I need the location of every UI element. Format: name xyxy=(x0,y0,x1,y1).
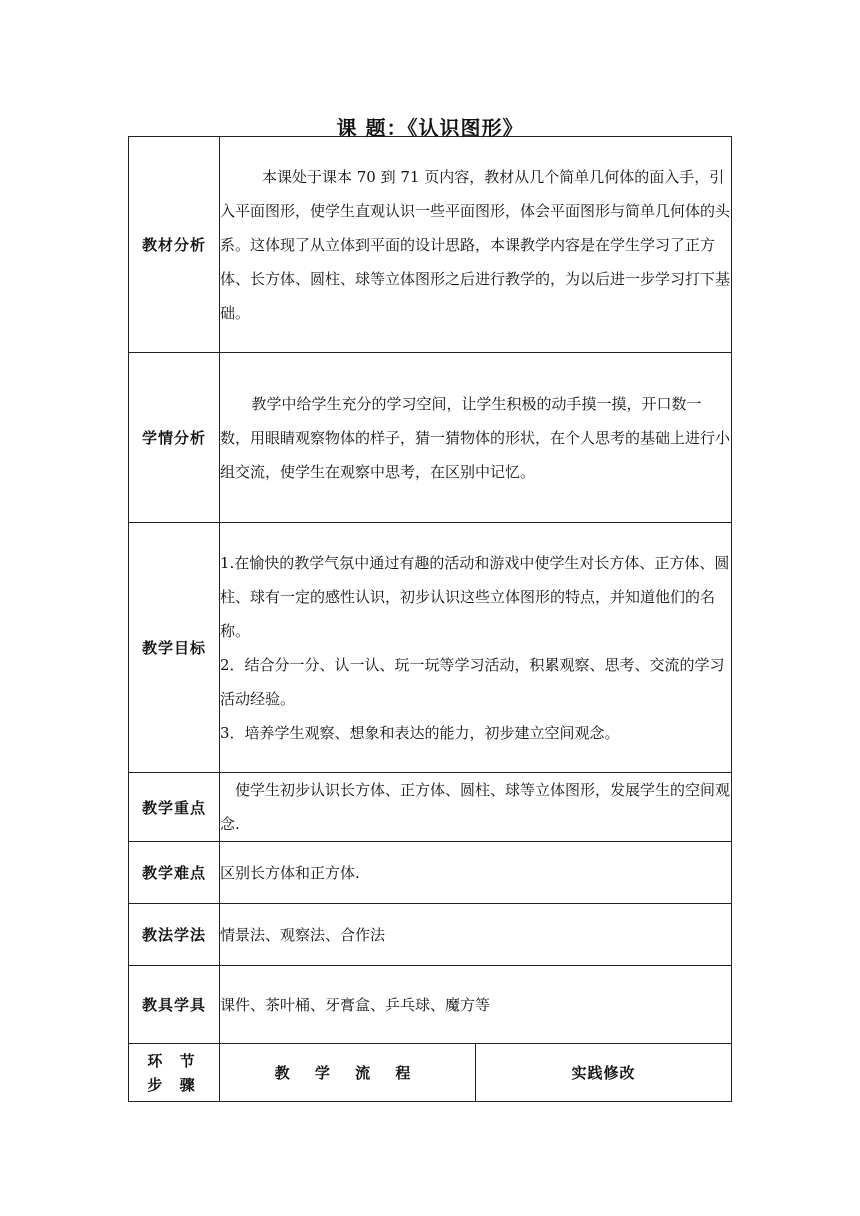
row-label: 教学难点 xyxy=(129,842,220,904)
table-row xyxy=(129,773,732,842)
lesson-plan-table xyxy=(128,136,732,1102)
table-row xyxy=(129,842,732,904)
goal-item: 1.在愉快的教学气氛中通过有趣的活动和游戏中使学生对长方体、正方体、圆柱、球有一定的感性认识，初步认识这些立体图形的特点，并知道他们的名称。 xyxy=(220,553,730,640)
goal-item: 3．培养学生观察、想象和表达的能力，初步建立空间观念。 xyxy=(220,723,620,742)
difficulty-text: 区别长方体和正方体. xyxy=(220,842,732,904)
step-header xyxy=(129,1044,220,1102)
goals-list xyxy=(220,523,732,773)
row-label: 教学目标 xyxy=(129,523,220,773)
row-label: 教材分析 xyxy=(129,137,220,353)
table-row xyxy=(129,1044,732,1102)
methods-text: 情景法、观察法、合作法 xyxy=(220,904,732,966)
tools-text: 课件、茶叶桶、牙膏盒、乒乓球、魔方等 xyxy=(220,966,732,1044)
step-label-line: 步 骤 xyxy=(147,1075,201,1094)
student-analysis-text: 教学中给学生充分的学习空间，让学生积极的动手摸一摸，开口数一数，用眼睛观察物体的样子，猜一猜物体的形状，在个人思考的基础上进行小组交流，使学生在观察中思考，在区别中记忆。 xyxy=(220,353,732,523)
material-analysis-text: 本课处于课本 70 到 71 页内容，教材从几个简单几何体的面入手，引入平面图形，使学生直观认识一些平面图形，体会平面图形与简单几何体的头系。这体现了从立体到平面的设计思路，本课教学内容是在学生学习了正方体、长方体、圆柱、球等立体图形之后进行教学的，为以后进一步学习打下基础。 xyxy=(220,137,732,353)
table-row xyxy=(129,353,732,523)
row-label: 教法学法 xyxy=(129,904,220,966)
row-label: 教学重点 xyxy=(129,773,220,842)
row-label: 教具学具 xyxy=(129,966,220,1044)
key-points-text: 使学生初步认识长方体、正方体、圆柱、球等立体图形，发展学生的空间观念. xyxy=(220,773,732,842)
table-row xyxy=(129,523,732,773)
goal-item: 2．结合分一分、认一认、玩一玩等学习活动，积累观察、思考、交流的学习活动经验。 xyxy=(220,655,725,708)
row-label: 学情分析 xyxy=(129,353,220,523)
table-row xyxy=(129,966,732,1044)
revision-header: 实践修改 xyxy=(476,1044,732,1102)
step-label-line: 环 节 xyxy=(147,1051,201,1070)
table-row xyxy=(129,904,732,966)
flow-header: 教 学 流 程 xyxy=(220,1044,476,1102)
table-row xyxy=(129,137,732,353)
page-title: 课 题：《认识图形》 xyxy=(336,116,524,140)
